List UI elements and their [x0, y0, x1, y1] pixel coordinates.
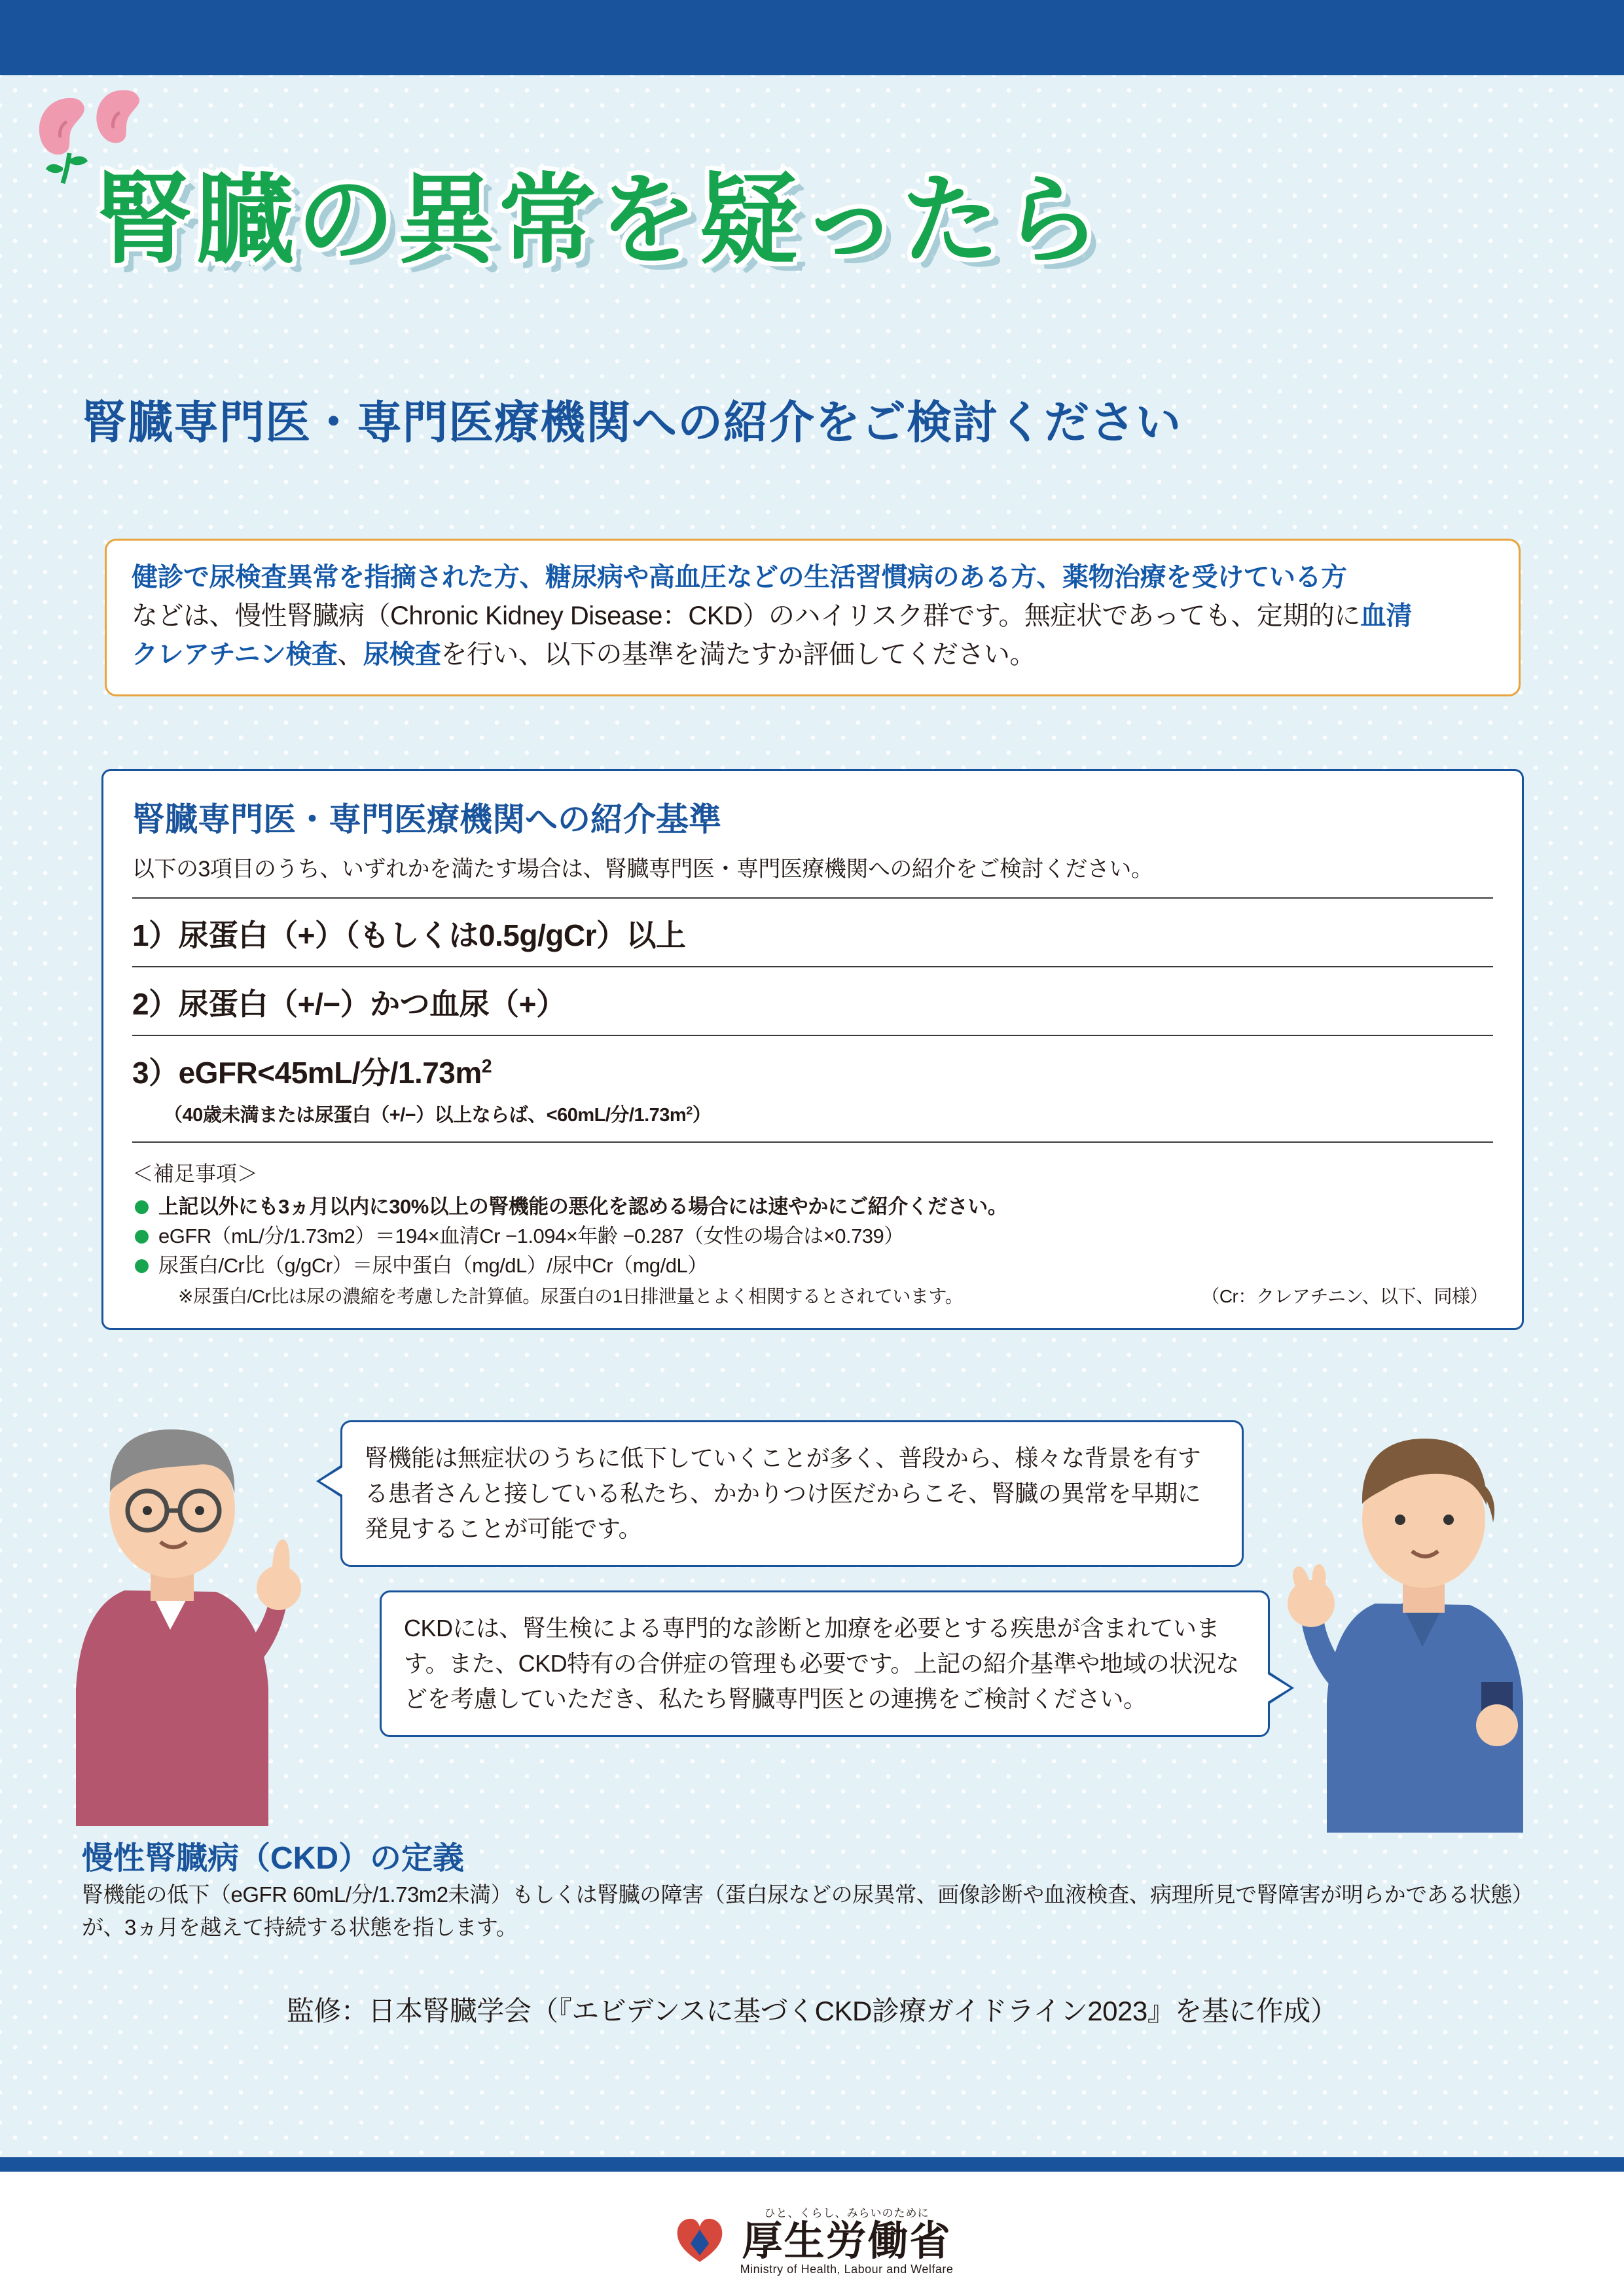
- footer-ministry-name-en: Ministry of Health, Labour and Welfare: [740, 2263, 954, 2276]
- supplement-note-right: （Cr：クレアチニン、以下、同様）: [1201, 1285, 1488, 1306]
- speech-bubble-1: [340, 1420, 1244, 1567]
- supplement-item-2-text: eGFR（mL/分/1.73m2）＝194×血清Cr −1.094×年齢 −0.287（女性の場合は×0.739）: [158, 1224, 904, 1247]
- criteria-item-1: 1）尿蛋白（+）（もしくは0.5g/gCr）以上: [132, 897, 1493, 966]
- intro-box: [105, 539, 1521, 696]
- intro-line-3: [132, 636, 1494, 674]
- intro-line-2-text: などは、慢性腎臓病（Chronic Kidney Disease：CKD）のハイリスク群です。無症状であっても、定期的に: [132, 601, 1360, 631]
- nephrologist-illustration: [1277, 1407, 1578, 1833]
- page-title: 腎臓の異常を疑ったら: [95, 165, 1104, 275]
- supplement-item-3: [132, 1251, 1493, 1281]
- supplement-item-2: [132, 1222, 1493, 1251]
- supplement-section: [132, 1157, 1493, 1308]
- criteria-lead: 以下の3項目のうち、いずれかを満たす場合は、腎臓専門医・専門医療機関への紹介をご検討ください。: [132, 857, 1153, 882]
- criteria-item-3-sup: 2: [481, 1056, 492, 1077]
- supplement-item-1-text: 上記以外にも3ヵ月以内に30%以上の腎機能の悪化を認める場合には速やかにご紹介ください。: [158, 1195, 1008, 1218]
- bubble-tail-icon: [316, 1464, 342, 1498]
- page-subtitle: 腎臓専門医・専門医療機関への紹介をご検討ください: [82, 397, 1182, 448]
- criteria-item-3-text: 3）eGFR<45mL/分/1.73m: [132, 1056, 482, 1090]
- bubble-tail-icon: [1268, 1671, 1294, 1705]
- supplement-note-text: ※尿蛋白/Cr比は尿の濃縮を考慮した計算値。尿蛋白の1日排泄量とよく相関するとされています。: [178, 1285, 964, 1306]
- footer-text: [740, 2204, 954, 2276]
- intro-line-2: [132, 597, 1494, 636]
- criteria-box: [101, 769, 1524, 1330]
- supervision-credit: 監修：日本腎臓学会（『エビデンスに基づくCKD診療ガイドライン2023』を基に作成）: [286, 1996, 1338, 2026]
- footer-tagline: ひと、くらし、みらいのために: [764, 2206, 929, 2219]
- supplement-item-1: [132, 1193, 1493, 1222]
- intro-highlight-creatinine: クレアチニン検査: [132, 640, 338, 670]
- supplement-note: [132, 1282, 1493, 1308]
- top-bar: [0, 0, 1624, 75]
- bullet-dot-icon: [135, 1200, 149, 1214]
- speech-bubble-2: [380, 1590, 1270, 1737]
- speech-bubble-1-text: 腎機能は無症状のうちに低下していくことが多く、普段から、様々な背景を有する患者さんと接している私たち、かかりつけ医だからこそ、腎臓の異常を早期に発見することが可能です。: [365, 1444, 1201, 1542]
- kakaritsuke-doctor-illustration: [52, 1394, 340, 1826]
- definition-body: 腎機能の低下（eGFR 60mL/分/1.73m2未満）もしくは腎臓の障害（蛋白尿などの尿異常、画像診断や血液検査、病理所見で腎障害が明らかである状態）が、3ヵ月を越えて持続する状態を指します。: [82, 1882, 1534, 1939]
- speech-bubble-2-text: CKDには、腎生検による専門的な診断と加療を必要とする疾患が含まれています。また、CKD特有の合併症の管理も必要です。上記の紹介基準や地域の状況などを考慮していただき、私たち腎臓専門医との連携をご検討ください。: [404, 1615, 1239, 1712]
- intro-line-1-text: 健診で尿検査異常を指摘された方、糖尿病や高血圧などの生活習慣病のある方、薬物治療を受けている方: [132, 563, 1347, 592]
- intro-line-1: [132, 558, 1494, 597]
- definition-title: 慢性腎臓病（CKD）の定義: [82, 1841, 464, 1876]
- footer-divider: [0, 2157, 1624, 2172]
- criteria-item-3-note-b: ）: [692, 1105, 712, 1126]
- intro-line-3-text: を行い、以下の基準を満たすか評価してください。: [441, 640, 1036, 670]
- intro-line-2-highlight: 血清: [1360, 601, 1412, 631]
- criteria-item-2: 2）尿蛋白（+/−）かつ血尿（+）: [132, 966, 1493, 1035]
- criteria-item-3: [132, 1035, 1493, 1143]
- mhlw-logo-icon: [671, 2210, 729, 2270]
- bullet-dot-icon: [135, 1259, 149, 1273]
- footer-logo: [0, 2204, 1624, 2276]
- criteria-item-3-note-a: （40歳未満または尿蛋白（+/−）以上ならば、<60mL/分/1.73m: [164, 1105, 687, 1126]
- bullet-dot-icon: [135, 1230, 149, 1244]
- footer-ministry-name: 厚生労働省: [742, 2218, 952, 2264]
- supplement-heading: ＜補足事項＞: [132, 1162, 259, 1185]
- intro-highlight-urinalysis: 尿検査: [363, 640, 441, 670]
- criteria-item-3-note-sup: 2: [686, 1103, 693, 1117]
- supplement-item-3-text: 尿蛋白/Cr比（g/gCr）＝尿中蛋白（mg/dL）/尿中Cr（mg/dL）: [158, 1253, 708, 1277]
- intro-sep: 、: [337, 640, 363, 670]
- criteria-item-3-note: [164, 1100, 1493, 1127]
- criteria-title: 腎臓専門医・専門医療機関への紹介基準: [132, 801, 721, 838]
